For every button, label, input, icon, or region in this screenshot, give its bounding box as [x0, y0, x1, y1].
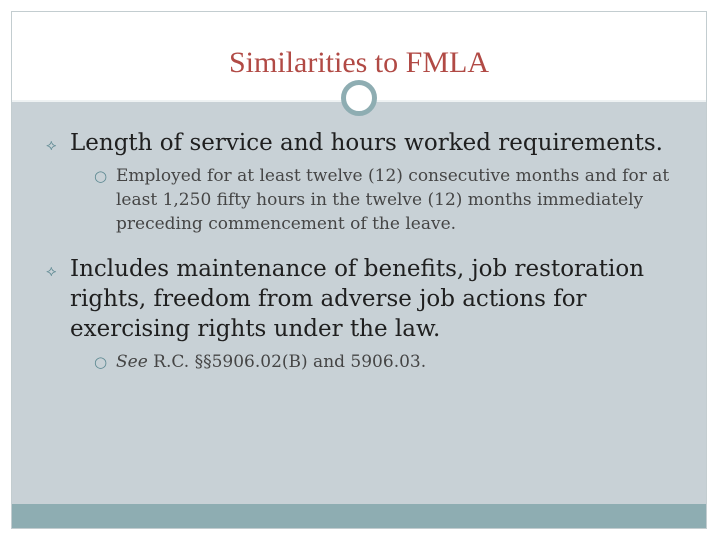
sub-bullet-employment [70, 164, 702, 236]
bullet-length-of-service [42, 128, 702, 236]
ring-ornament-icon [341, 80, 377, 116]
sub-bullet-citation [70, 350, 702, 374]
slide-title: Similarities to FMLA [228, 46, 489, 79]
leaf-bullet-icon: ⟡ [46, 135, 57, 154]
slide-frame [11, 11, 707, 529]
bullet-text: Length of service and hours worked requirements. [70, 130, 663, 156]
circle-bullet-icon: ○ [94, 167, 108, 185]
slide-content [42, 128, 702, 392]
bottom-bar [12, 504, 706, 528]
bullet-text: Includes maintenance of benefits, job restoration rights, freedom from adverse job actions for exercising rights under the law. [70, 256, 645, 342]
sub-bullet-text: Employed for at least twelve (12) consecutive months and for at least 1,250 fifty hours in the twelve (12) months immediately preceding commencement of the leave. [116, 166, 670, 234]
citation-text: R.C. §§5906.02(B) and 5906.03. [147, 352, 427, 372]
leaf-bullet-icon: ⟡ [46, 261, 57, 280]
citation-see: See [116, 352, 148, 372]
circle-bullet-icon: ○ [94, 353, 108, 371]
bullet-includes-maintenance [42, 254, 702, 374]
